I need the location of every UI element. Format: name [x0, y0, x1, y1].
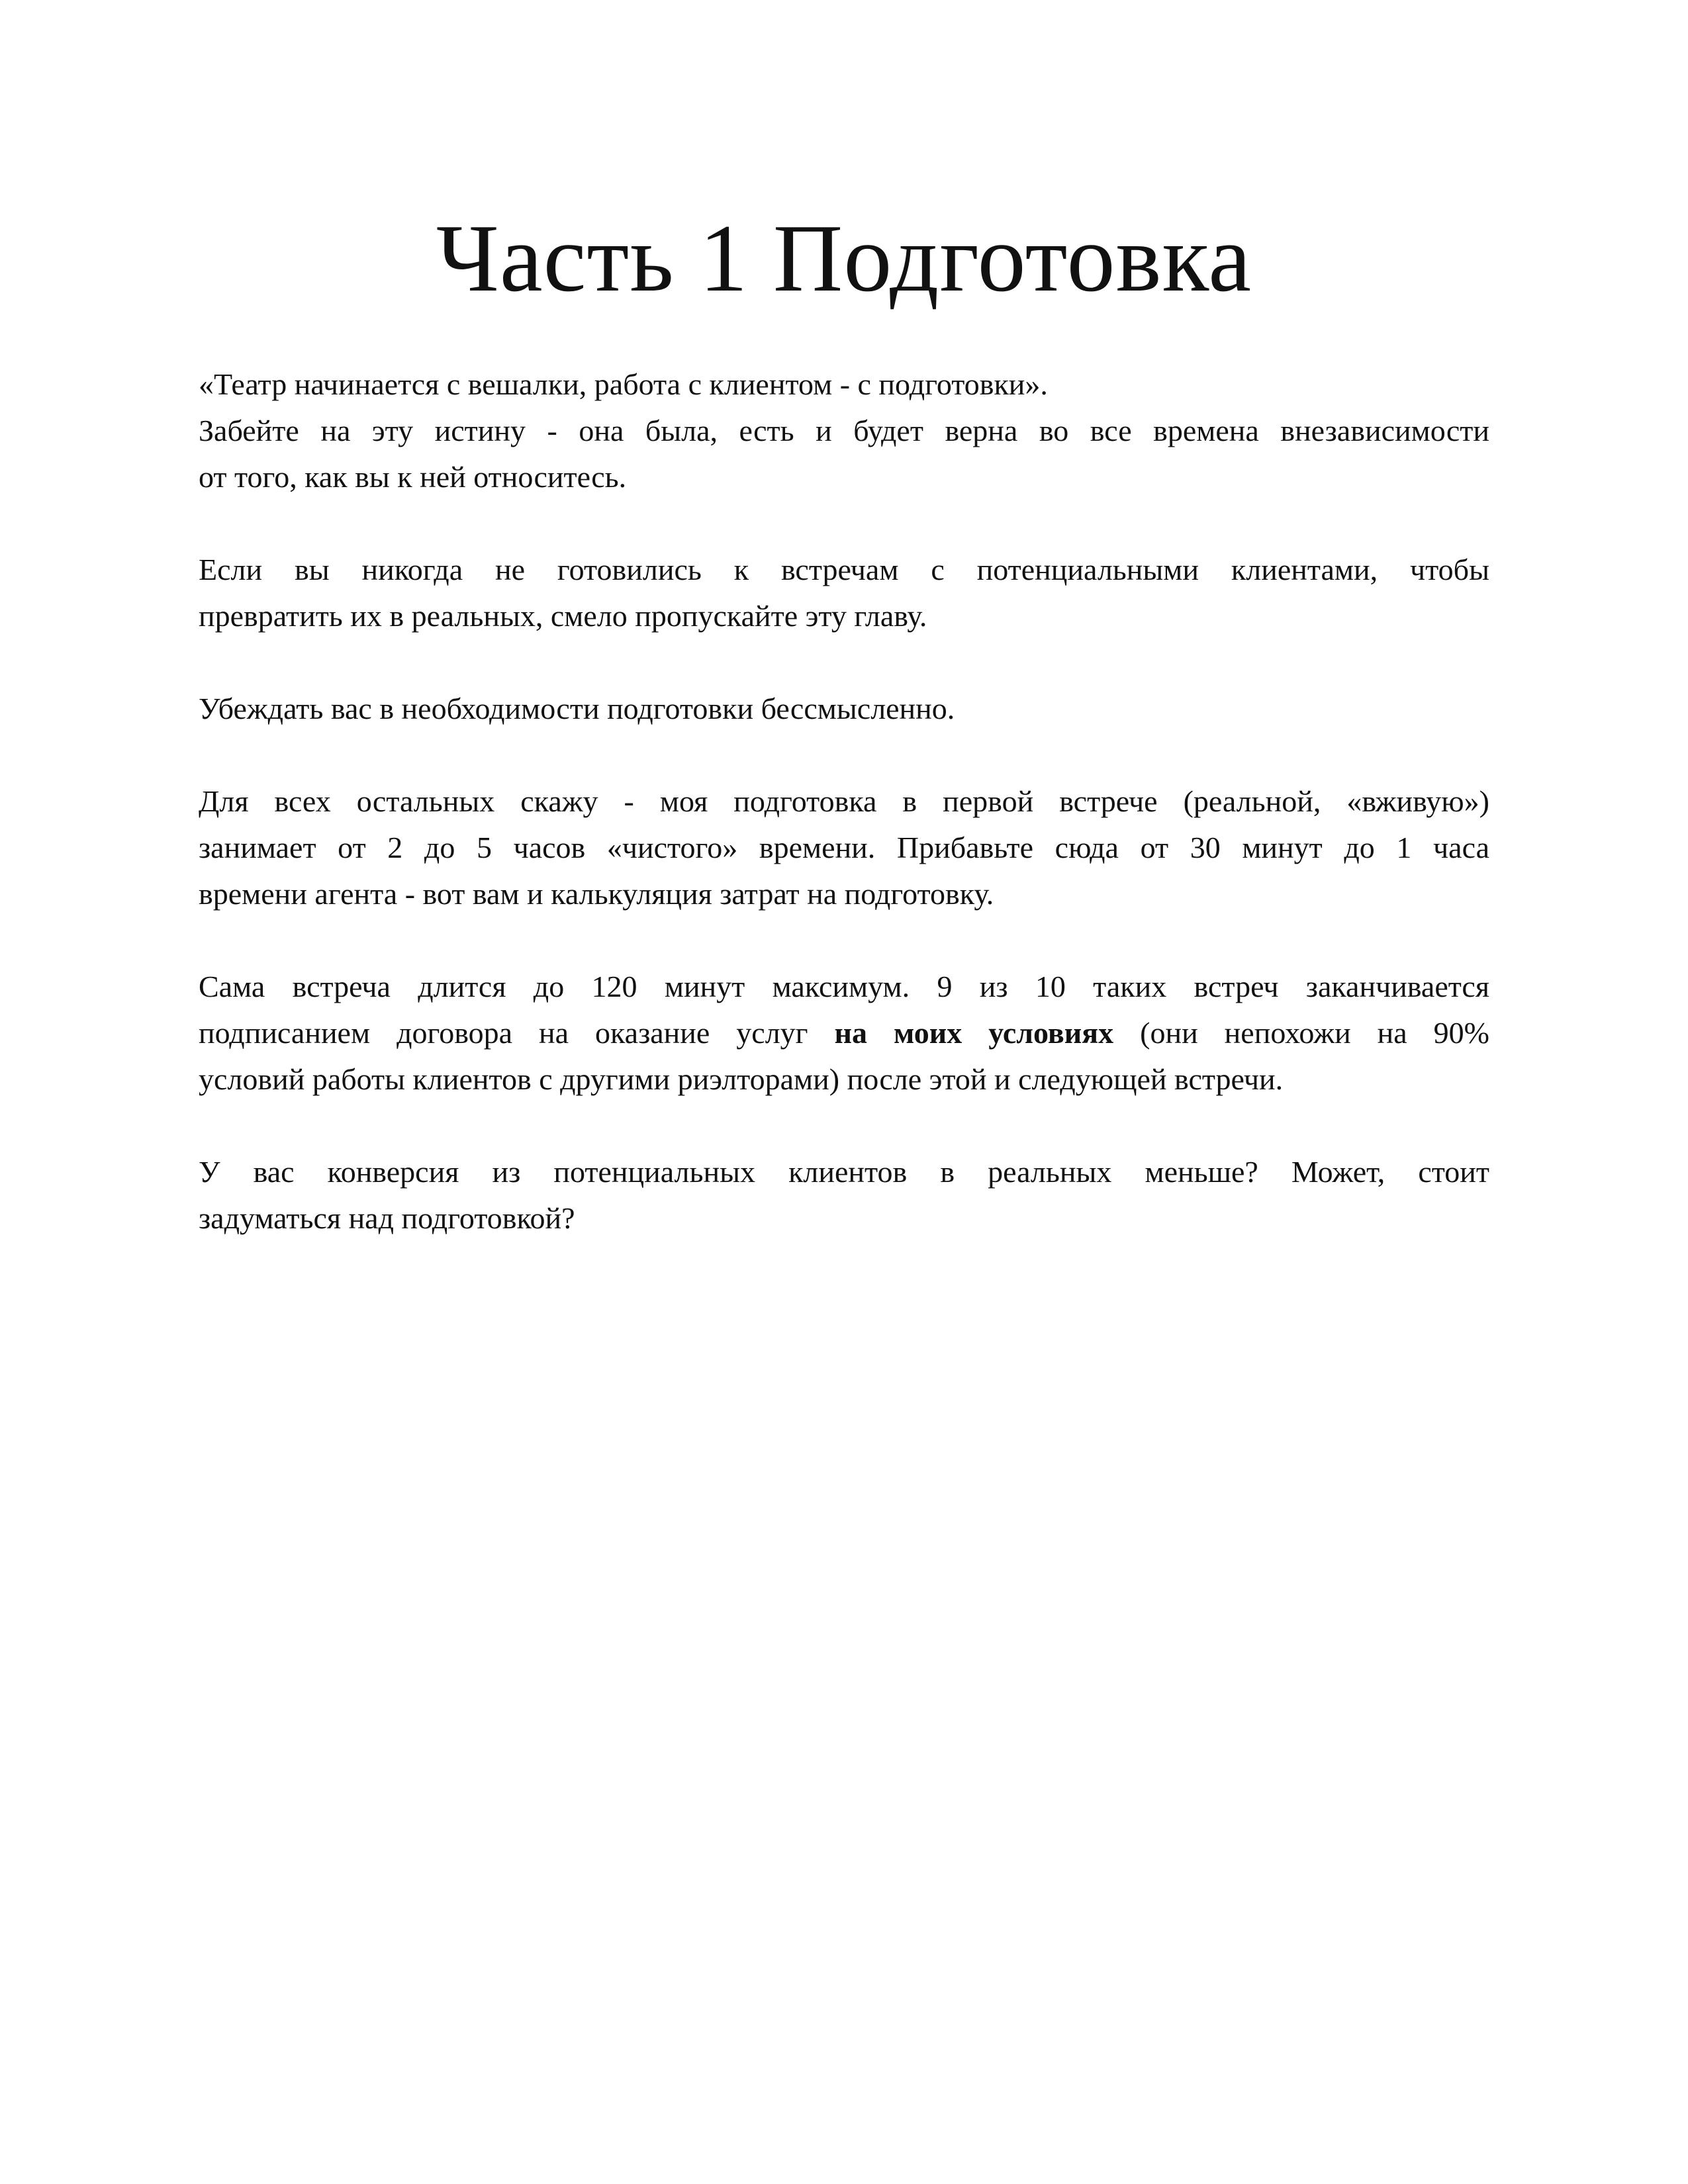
paragraph-skip-chapter: [199, 547, 1489, 639]
text-line: Для всех остальных скажу - моя подготовка в первой встрече (реальной, «вживую»): [199, 784, 1489, 818]
paragraph-conversion-question: [199, 1149, 1489, 1242]
paragraph-meeting-result: [199, 964, 1489, 1103]
text-line: занимает от 2 до 5 часов «чистого» времени. Прибавьте сюда от 30 минут до 1 часа: [199, 831, 1489, 864]
text-line: У вас конверсия из потенциальных клиентов в реальных меньше? Может, стоит: [199, 1155, 1489, 1189]
bold-emphasis: на моих условиях: [834, 1016, 1114, 1050]
text-segment: (они непохожи на 90%: [1113, 1016, 1490, 1050]
text-line: превратить их в реальных, смело пропускайте эту главу.: [199, 599, 927, 633]
text-line: задуматься над подготовкой?: [199, 1201, 575, 1235]
document-body: [199, 361, 1489, 1288]
text-line: Убеждать вас в необходимости подготовки бессмысленно.: [199, 692, 955, 725]
paragraph-pointless: [199, 686, 1489, 732]
paragraph-preparation-time: [199, 778, 1489, 917]
text-line: условий работы клиентов с другими риэлторами) после этой и следующей встречи.: [199, 1062, 1284, 1096]
text-line: Забейте на эту истину - она была, есть и будет верна во все времена внезависимости: [199, 414, 1489, 447]
text-line: «Театр начинается с вешалки, работа с клиентом - с подготовки».: [199, 367, 1048, 401]
paragraph-theater-quote: [199, 361, 1489, 500]
text-line: Если вы никогда не готовились к встречам с потенциальными клиентами, чтобы: [199, 553, 1489, 586]
text-line: времени агента - вот вам и калькуляция затрат на подготовку.: [199, 877, 994, 911]
text-line: Сама встреча длится до 120 минут максимум. 9 из 10 таких встреч заканчивается: [199, 970, 1489, 1003]
text-line: [199, 1010, 1489, 1056]
text-segment: подписанием договора на оказание услуг: [199, 1016, 835, 1050]
text-line: от того, как вы к ней относитесь.: [199, 460, 627, 494]
page-title: Часть 1 Подготовка: [436, 205, 1252, 312]
